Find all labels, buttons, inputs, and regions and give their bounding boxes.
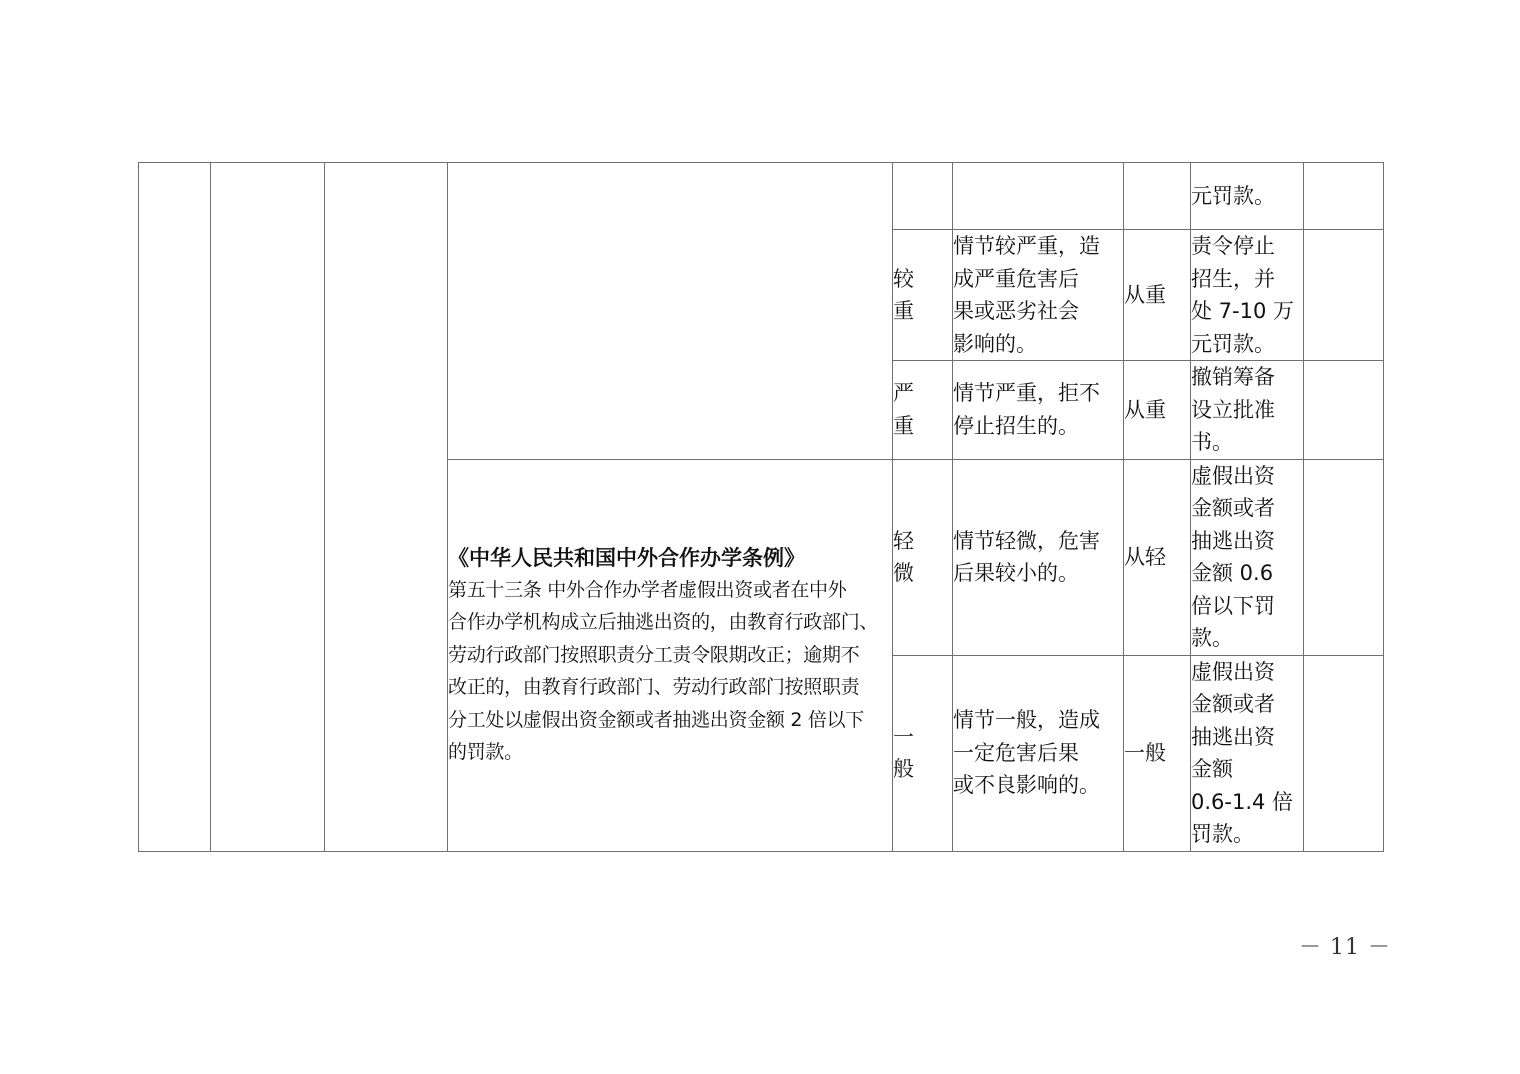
remark-cell [1304,163,1384,230]
circumstance-text: 情节轻微，危害 后果较小的。 [953,528,1100,585]
result-cell [1191,361,1304,460]
remark-cell [1304,459,1384,655]
circumstance-cell [953,655,1124,851]
circumstance-cell [953,163,1124,230]
legal-basis-cell-upper [448,163,893,460]
level-text: 较 重 [893,266,914,323]
penalty-standard-table [138,162,1384,852]
item-cell [211,163,325,852]
result-text: 撤销筹备 设立批准 书。 [1191,365,1275,454]
circumstance-cell [953,361,1124,460]
level-cell [893,459,953,655]
level-cell [893,163,953,230]
level-text: 严 重 [893,381,914,438]
violation-cell [325,163,448,852]
circumstance-text: 情节较严重，造 成严重危害后 果或恶劣社会 影响的。 [953,234,1100,356]
mode-text: 从轻 [1124,544,1166,569]
circumstance-cell [953,459,1124,655]
serial-cell [139,163,211,852]
level-cell [893,361,953,460]
mode-cell [1124,361,1191,460]
level-cell [893,655,953,851]
legal-basis-title: 《中华人民共和国中外合作办学条例》 [448,545,805,570]
result-cell [1191,655,1304,851]
circumstance-text: 情节严重，拒不 停止招生的。 [953,381,1100,438]
result-text: 虚假出资 金额或者 抽逃出资 金额 0.6-1.4 倍 罚款。 [1191,659,1294,846]
table-row [139,163,1384,230]
remark-cell [1304,361,1384,460]
result-cell [1191,230,1304,361]
circumstance-cell [953,230,1124,361]
result-text: 元罚款。 [1191,183,1275,208]
result-cell [1191,163,1304,230]
mode-text: 一般 [1124,740,1166,765]
remark-cell [1304,655,1384,851]
circumstance-text: 情节一般，造成 一定危害后果 或不良影响的。 [953,708,1100,798]
page-number: － 11 － [1299,935,1391,960]
mode-text: 从重 [1124,397,1166,422]
mode-cell [1124,163,1191,230]
mode-cell [1124,459,1191,655]
level-cell [893,230,953,361]
result-text: 责令停止 招生，并 处 7-10 万 元罚款。 [1191,234,1295,356]
result-text: 虚假出资 金额或者 抽逃出资 金额 0.6 倍以下罚 款。 [1191,463,1275,650]
level-text: 轻 微 [893,528,914,585]
remark-cell [1304,230,1384,361]
mode-cell [1124,655,1191,851]
level-text: 一 般 [893,724,914,781]
mode-cell [1124,230,1191,361]
legal-basis-cell [448,459,893,851]
result-cell [1191,459,1304,655]
mode-text: 从重 [1124,282,1166,307]
legal-basis-body: 第五十三条 中外合作办学者虚假出资或者在中外 合作办学机构成立后抽逃出资的，由教育行政部门、 劳动行政部门按照职责分工责令限期改正；逾期不 改正的，由教育行政部门、劳动行政部门按照职责 分工处以虚假出资金额或者抽逃出资金额 2 倍以下 的罚款。 [448,578,879,763]
